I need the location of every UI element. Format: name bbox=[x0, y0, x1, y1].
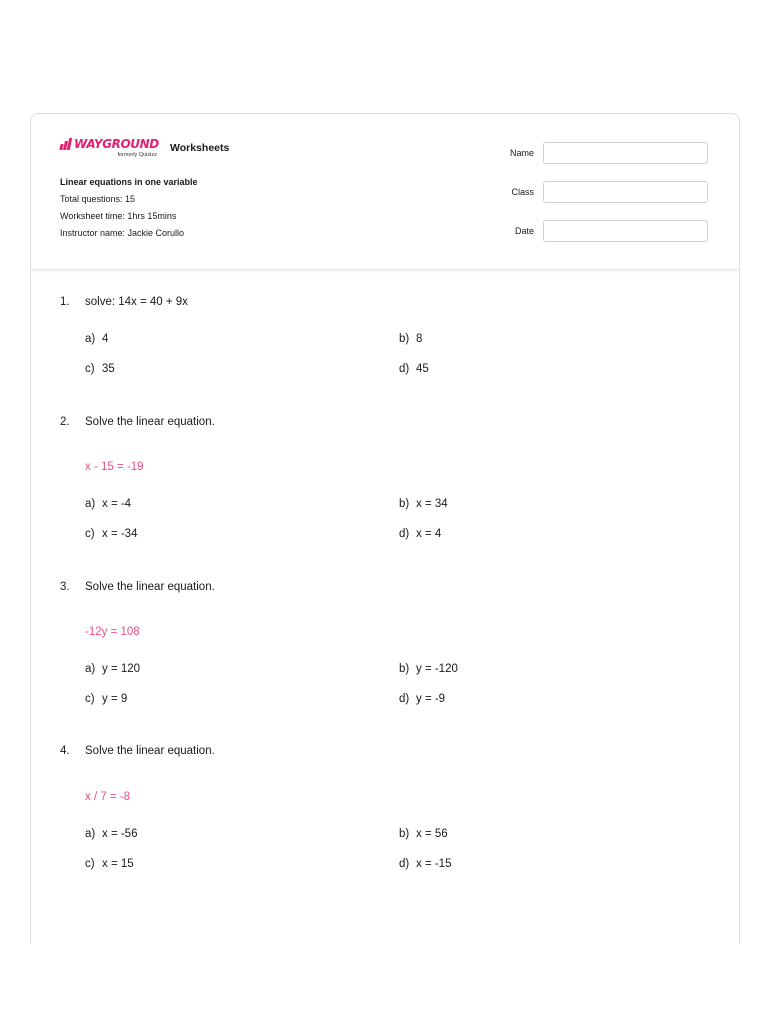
question-equation: x - 15 = -19 bbox=[85, 461, 144, 473]
question-text: solve: 14x = 40 + 9x bbox=[85, 296, 188, 308]
option-d: d) 45 bbox=[399, 363, 429, 375]
brand-logo bbox=[60, 137, 159, 158]
question-number: 4. bbox=[60, 745, 70, 757]
question-number: 2. bbox=[60, 416, 70, 428]
option-b: b) x = 34 bbox=[399, 498, 448, 510]
question-text: Solve the linear equation. bbox=[85, 745, 215, 757]
worksheets-label: Worksheets bbox=[170, 142, 230, 154]
option-a: a) 4 bbox=[85, 333, 109, 345]
option-b: b) 8 bbox=[399, 333, 423, 345]
logo-wordmark: WAYGROUND bbox=[74, 137, 159, 151]
worksheet-header bbox=[31, 114, 739, 270]
date-label: Date bbox=[514, 226, 534, 236]
option-c: c) y = 9 bbox=[85, 693, 128, 705]
question-text: Solve the linear equation. bbox=[85, 581, 215, 593]
question-equation: x / 7 = -8 bbox=[85, 791, 131, 803]
name-input[interactable] bbox=[543, 142, 708, 164]
question-equation: -12y = 108 bbox=[85, 626, 140, 638]
instructor-name: Instructor name: Jackie Corullo bbox=[60, 228, 185, 238]
question-number: 3. bbox=[60, 581, 70, 593]
name-field bbox=[501, 142, 708, 164]
class-field bbox=[501, 181, 708, 203]
option-c: c) x = -34 bbox=[85, 528, 138, 540]
option-a: a) y = 120 bbox=[85, 663, 141, 675]
logo-mark-icon bbox=[60, 138, 71, 150]
total-questions: Total questions: 15 bbox=[60, 194, 136, 204]
date-field bbox=[501, 220, 708, 242]
worksheet-title: Linear equations in one variable bbox=[60, 177, 198, 187]
logo-subtitle: formerly Quizizz bbox=[117, 152, 157, 158]
class-label: Class bbox=[511, 187, 534, 197]
option-d: d) y = -9 bbox=[399, 693, 446, 705]
option-a: a) x = -4 bbox=[85, 498, 132, 510]
option-c: c) 35 bbox=[85, 363, 115, 375]
option-c: c) x = 15 bbox=[85, 858, 134, 870]
name-label: Name bbox=[509, 148, 534, 158]
question-number: 1. bbox=[60, 296, 70, 308]
class-input[interactable] bbox=[543, 181, 708, 203]
worksheet-time: Worksheet time: 1hrs 15mins bbox=[60, 211, 177, 221]
worksheet-meta bbox=[60, 177, 198, 245]
option-d: d) x = 4 bbox=[399, 528, 442, 540]
option-a: a) x = -56 bbox=[85, 828, 138, 840]
question-text: Solve the linear equation. bbox=[85, 416, 215, 428]
date-input[interactable] bbox=[543, 220, 708, 242]
option-d: d) x = -15 bbox=[399, 858, 452, 870]
option-b: b) x = 56 bbox=[399, 828, 448, 840]
option-b: b) y = -120 bbox=[399, 663, 458, 675]
worksheet-page bbox=[30, 113, 740, 944]
